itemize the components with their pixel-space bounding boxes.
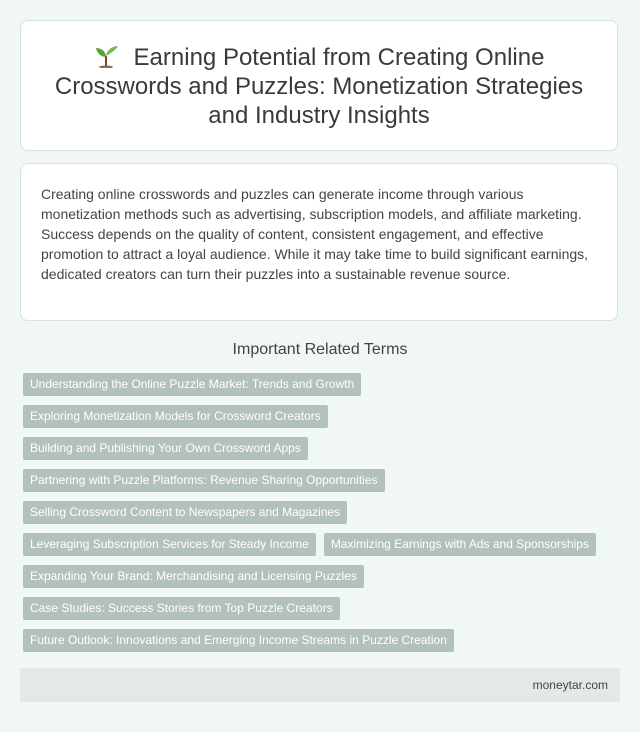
related-term-tag[interactable]: Case Studies: Success Stories from Top Puzzle Creators (23, 597, 340, 620)
related-term-tag[interactable]: Maximizing Earnings with Ads and Sponsorships (324, 533, 596, 556)
related-term-tag[interactable]: Leveraging Subscription Services for Steady Income (23, 533, 316, 556)
related-terms-heading: Important Related Terms (232, 341, 408, 358)
related-term-tag[interactable]: Future Outlook: Innovations and Emerging Income Streams in Puzzle Creation (23, 629, 454, 652)
related-term-tag[interactable]: Understanding the Online Puzzle Market: Trends and Growth (23, 373, 361, 396)
description-card (20, 163, 618, 321)
footer-site-link[interactable]: moneytar.com (532, 678, 608, 692)
description-text: Creating online crosswords and puzzles can generate income through various monetization methods such as advertising, subscription models, and affiliate marketing. Success depends on the quality of content, consistent engagement, and effective promotion to attract a loyal audience. While it may take time to build significant earnings, dedicated creators can turn their puzzles into a sustainable revenue source. (41, 186, 589, 282)
related-term-tag[interactable]: Selling Crossword Content to Newspapers and Magazines (23, 501, 347, 524)
related-term-tag[interactable]: Exploring Monetization Models for Crossword Creators (23, 405, 328, 428)
related-term-tag[interactable]: Expanding Your Brand: Merchandising and Licensing Puzzles (23, 565, 364, 588)
title-card (20, 20, 618, 151)
footer (20, 668, 620, 702)
page-title-text: Earning Potential from Creating Online Crosswords and Puzzles: Monetization Strategies and Industry Insights (54, 44, 584, 129)
sprout-icon (94, 44, 120, 68)
page-title (21, 21, 617, 130)
related-term-tag[interactable]: Building and Publishing Your Own Crossword Apps (23, 437, 308, 460)
related-term-tag[interactable]: Partnering with Puzzle Platforms: Revenue Sharing Opportunities (23, 469, 385, 492)
related-terms-list (23, 373, 619, 652)
